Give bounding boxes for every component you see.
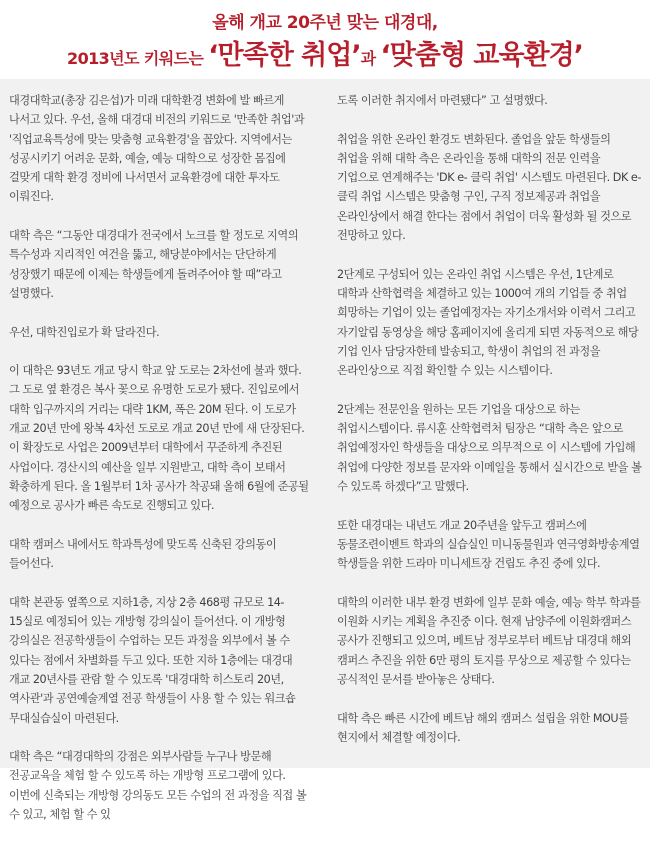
- paragraph: 취업을 위한 온라인 환경도 변화된다. 졸업을 앞둔 학생들의 취업을 위해 대학 측은 온라인을 통해 대학의 전문 인력을 기업으로 연계해주는 'DK e- 클릭 취업' 시스템도 마련된다. DK e-클릭 취업 시스템은 맞춤형 구인, 구직 정보제공과 취업을 온라인상에서 해결 한다는 점에서 취업이 더욱 활성화 될 것으로 전망하고 있다.: [337, 132, 641, 243]
- article-body: [0, 79, 650, 821]
- paragraph: 대학 캠퍼스 내에서도 학과특성에 맞도록 신축된 강의동이 들어선다.: [9, 537, 277, 571]
- headline-keyword-1: ‘만족한 취업’: [208, 40, 361, 71]
- headline-prefix: 2013년도 키워드는: [67, 49, 204, 68]
- headline-connector: 과: [360, 49, 376, 68]
- paragraph: 2단계로 구성되어 있는 온라인 취업 시스템은 우선, 1단계로 대학과 산학협력을 체결하고 있는 1000여 개의 기업들 중 취업 희망하는 기업이 있는 졸업예정자는 자기소개서와 이력서 그리고 자기알림 동영상을 해당 홈페이지에 올리게 되면 자동적으로 해당 기업 인사 담당자한테 발송되고, 학생이 취업의 전 과정을 온라인상으로 직접 확인할 수 있는 시스템이다.: [337, 267, 639, 378]
- paragraph: 우선, 대학진입로가 확 달라진다.: [9, 325, 160, 339]
- paragraph: 또한 대경대는 내년도 개교 20주년을 앞두고 캠퍼스에 동물조련이벤트 학과의 실습실인 미니동물원과 연극영화방송계열 학생들을 위한 드라마 미니세트장 건립도 추진 중에 있다.: [337, 518, 640, 571]
- right-column: [337, 91, 642, 766]
- left-column: [9, 91, 314, 844]
- article-header: [0, 0, 650, 80]
- paragraph: 대학 측은 “그동안 대경대가 전국에서 노크를 할 정도로 지역의 특수성과 지리적인 여건을 뚫고, 해당분야에서는 단단하게 성장했기 때문에 이제는 학생들에게 돌려주어야 할 때”라고 설명했다.: [9, 229, 299, 300]
- headline-keyword-2: ‘맞춤형 교육환경’: [380, 40, 583, 71]
- headline-line-1: 올해 개교 20주년 맞는 대경대,: [212, 13, 438, 33]
- paragraph: 대학의 이러한 내부 환경 변화에 일부 문화 예술, 예능 학부 학과를 이원화 시키는 계획을 추진중 이다. 현재 남양주에 이원화캠퍼스 공사가 진행되고 있으며, 베트남 정부로부터 베트남 대경대 해외 캠퍼스 추진을 위한 6만 평의 토지를 무상으로 제공할 수 있다는 공식적인 문서를 받아놓은 상태다.: [337, 595, 641, 686]
- paragraph: 이 대학은 93년도 개교 당시 학교 앞 도로는 2차선에 불과 했다. 그 도로 옆 환경은 복사 꽃으로 유명한 도로가 됐다. 진입로에서 대학 입구까지의 거리는 대략 1KM, 폭은 20M 된다. 이 도로가 개교 20년 만에 왕복 4차선 도로로 개교 20년 만에 새 단장된다. 이 확장도로 사업은 2009년부터 대학에서 꾸준하게 추진된 사업이다. 경산시의 예산을 일부 지원받고, 대학 측이 보태서 확충하게 된다. 올 1월부터 1차 공사가 착공돼 올해 6월에 준공될 예정으로 공사가 빠른 속도로 진행되고 있다.: [9, 364, 309, 513]
- paragraph: 대경대학교(총장 김은섭)가 미래 대학환경 변화에 발 빠르게 나서고 있다. 우선, 올해 대경대 비전의 키워드로 '만족한 취업'과 '직업교육특성에 맞는 맞춤형 교육환경'을 꼽았다. 지역에서는 성공시키기 어려운 문화, 예술, 예능 대학으로 성장한 몸집에 걸맞게 대학 환경 정비에 나서면서 교육환경에 대한 투자도 이뤄진다.: [9, 94, 305, 204]
- paragraph: 대학 측은 빠른 시간에 베트남 해외 캠퍼스 설립을 위한 MOU를 현지에서 체결할 예정이다.: [337, 711, 629, 744]
- paragraph: 대학 측은 “대경대학의 강점은 외부사람들 누구나 방문해 전공교육을 체험 할 수 있도록 하는 개방형 프로그램에 있다. 이번에 신축되는 개방형 강의동도 모든 수업의 전 과정을 직접 볼 수 있고, 체험 할 수 있: [9, 750, 307, 821]
- paragraph: 대학 본관동 옆쪽으로 지하1층, 지상 2층 468평 규모로 14-15실로 예정되어 있는 개방형 강의실이 들어선다. 이 개방형 강의실은 전공학생들이 수업하는 모든 과정을 외부에서 볼 수 있다는 점에서 차별화를 두고 있다. 또한 지하 1층에는 대경대 개교 20년사를 관람 할 수 있도록 '대경대학 히스토리 20년, 역사관'과 공연예술계열 전공 학생들이 사용 할 수 있는 워크숍 무대실습실이 마련된다.: [9, 595, 296, 725]
- headline-line-2: [0, 33, 650, 72]
- paragraph: 도록 이러한 취지에서 마련됐다” 고 설명했다.: [337, 94, 548, 107]
- paragraph: 2단계는 전문인을 원하는 모든 기업을 대상으로 하는 취업시스템이다. 류시훈 산학협력처 팀장은 “대학 측은 앞으로 취업예정자인 학생들을 대상으로 의무적으로 이 시스템에 가입해 취업에 다양한 정보를 문자와 이메일을 통해서 실시간으로 받을 볼 수 있도록 하겠다”고 말했다.: [337, 402, 642, 493]
